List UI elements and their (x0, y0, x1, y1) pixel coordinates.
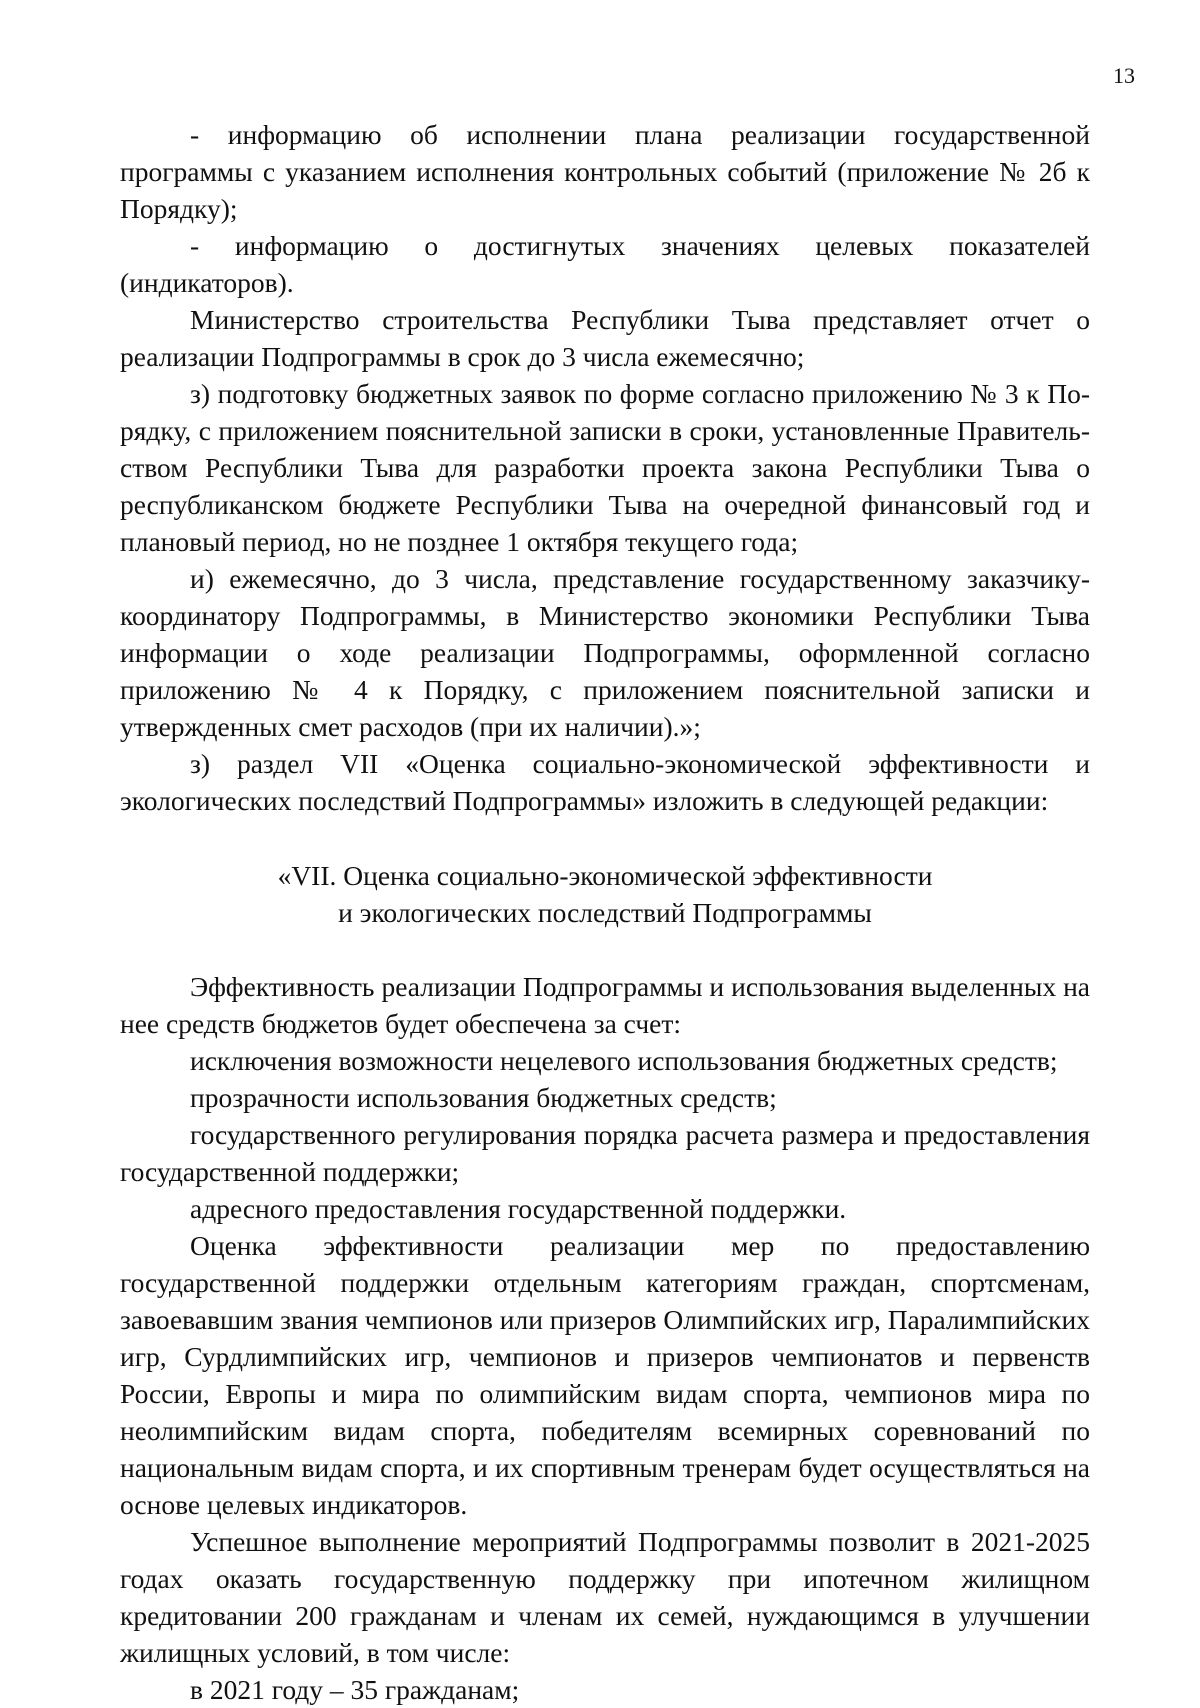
paragraph-plan-execution-info: - информацию об исполнении плана реализации государственной программы с указанием исполнения контрольных событий (приложение № 2б к Порядку); (120, 119, 1090, 224)
paragraph-efficiency-item-2: прозрачности использования бюджетных средств; (190, 1082, 777, 1113)
paragraph-efficiency-item-1: исключения возможности нецелевого использования бюджетных средств; (190, 1045, 1058, 1076)
paragraph-year-2021: в 2021 году – 35 гражданам; (190, 1674, 520, 1705)
section-heading-line-1: «VII. Оценка социально-экономической эффективности (277, 860, 933, 891)
paragraph-budget-requests: з) подготовку бюджетных заявок по форме согласно приложению № 3 к Порядку, с приложением пояснительной записки в сроки, установленные Правительством Республики Тыва для разработки проекта закона Республики Тыва о республиканском бюджете Республики Тыва на очередной финансовый год и плановый период, но не позднее 1 октября текущего года; (120, 378, 1090, 557)
section-heading (120, 857, 1090, 931)
paragraph-section-vii-amendment: з) раздел VII «Оценка социально-экономической эффективности и экологических последствий Подпрограммы» изложить в следующей редакции: (120, 748, 1090, 816)
paragraph-efficiency-item-4: адресного предоставления государственной поддержки. (190, 1193, 847, 1224)
paragraph-efficiency-intro: Эффективность реализации Подпрограммы и использования выделенных на нее средств бюджетов будет обеспечена за счет: (120, 971, 1090, 1039)
paragraph-ministry-report: Министерство строительства Республики Тыва представляет отчет о реализации Подпрограммы в срок до 3 числа ежемесячно; (120, 304, 1090, 372)
paragraph-evaluation-athletes: Оценка эффективности реализации мер по предоставлению государственной поддержки отдельным категориям граждан, спортсменам, завоевавшим звания чемпионов или призеров Олимпийских игр, Паралимпийских игр, Сурдлимпийских игр, чемпионов и призеров чемпионатов и первенств России, Европы и мира по олимпийским видам спорта, чемпионов мира по неолимпийским видам спорта, победителям всемирных соревнований по национальным видам спорта, и их спортивным тренерам будет осуществляться на основе целевых индикаторов. (120, 1230, 1090, 1520)
section-heading-line-2: и экологических последствий Подпрограммы (338, 897, 872, 928)
paragraph-target-indicators-info: - информацию о достигнутых значениях целевых показателей (индикаторов). (120, 230, 1090, 298)
document-body (120, 116, 1090, 1708)
page-number: 13 (1113, 63, 1135, 88)
paragraph-efficiency-item-3: государственного регулирования порядка расчета размера и предоставления государственной поддержки; (120, 1119, 1090, 1187)
paragraph-successful-implementation: Успешное выполнение мероприятий Подпрограммы позволит в 2021-2025 годах оказать государственную поддержку при ипотечном жилищном кредитовании 200 гражданам и членам их семей, нуждающимся в улучшении жилищных условий, в том числе: (120, 1526, 1090, 1668)
paragraph-monthly-reporting: и) ежемесячно, до 3 числа, представление государственному заказчику-координатору Подпрограммы, в Министерство экономики Республики Тыва информации о ходе реализации Подпрограммы, оформленной согласно приложению № 4 к Порядку, с приложением пояснительной записки и утвержденных смет расходов (при их наличии).»; (120, 563, 1090, 742)
